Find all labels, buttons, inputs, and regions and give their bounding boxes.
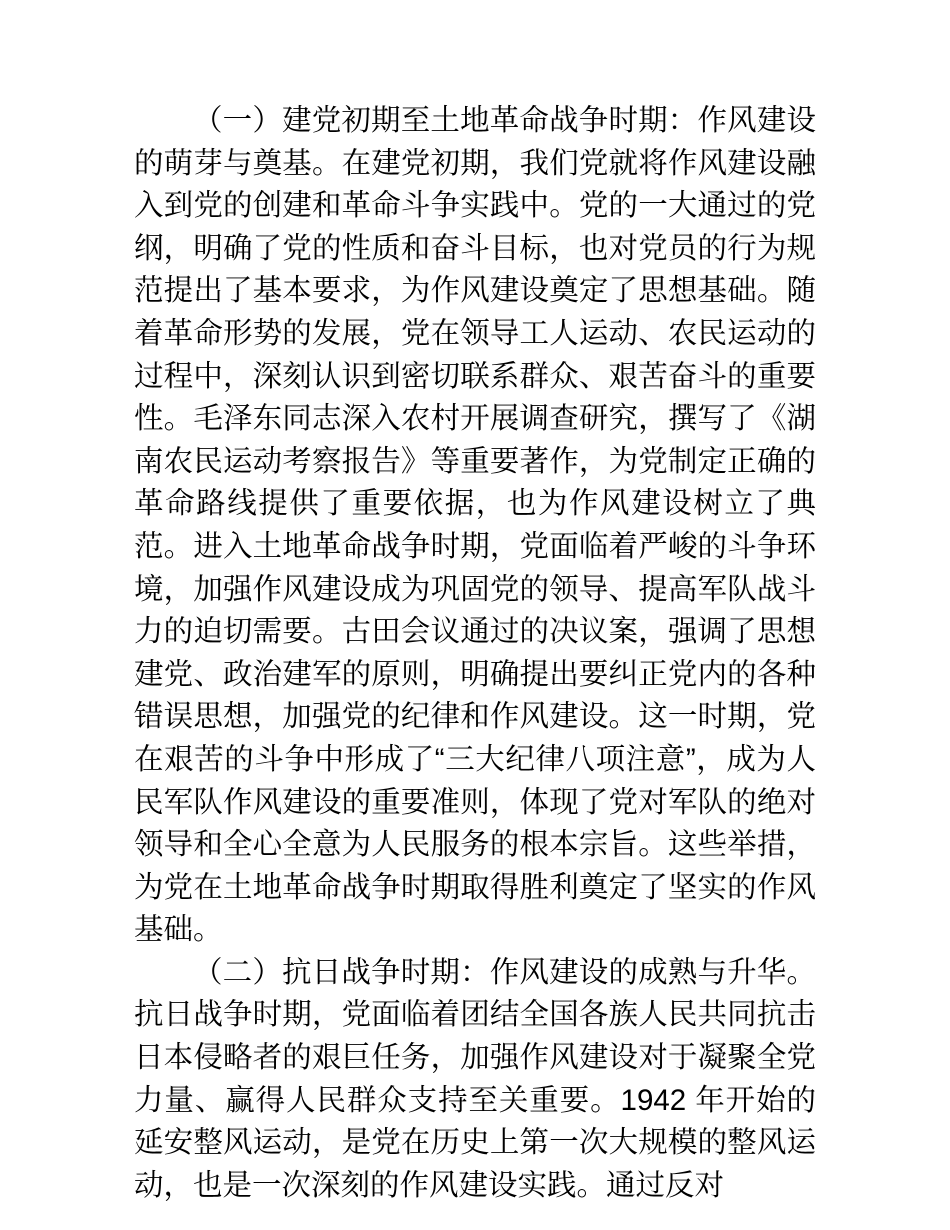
paragraph-section-two: （二）抗日战争时期：作风建设的成熟与升华。抗日战争时期，党面临着团结全国各族人民共同抗击日本侵略者的艰巨任务，加强作风建设对于凝聚全党力量、赢得人民群众支持至关重要。1942 年开始的延安整风运动，是党在历史上第一次大规模的整风运动，也是一次深刻的作风建设实践。通过反对 [134, 955, 816, 1202]
paragraph-section-one: （一）建党初期至土地革命战争时期：作风建设的萌芽与奠基。在建党初期，我们党就将作风建设融入到党的创建和革命斗争实践中。党的一大通过的党纲，明确了党的性质和奋斗目标，也对党员的行为规范提出了基本要求，为作风建设奠定了思想基础。随着革命形势的发展，党在领导工人运动、农民运动的过程中，深刻认识到密切联系群众、艰苦奋斗的重要性。毛泽东同志深入农村开展调查研究，撰写了《湖南农民运动考察报告》等重要著作，为党制定正确的革命路线提供了重要依据，也为作风建设树立了典范。进入土地革命战争时期，党面临着严峻的斗争环境，加强作风建设成为巩固党的领导、提高军队战斗力的迫切需要。古田会议通过的决议案，强调了思想建党、政治建军的原则，明确提出要纠正党内的各种错误思想，加强党的纪律和作风建设。这一时期，党在艰苦的斗争中形成了“三大纪律八项注意”，成为人民军队作风建设的重要准则，体现了党对军队的绝对领导和全心全意为人民服务的根本宗旨。这些举措，为党在土地革命战争时期取得胜利奠定了坚实的作风基础。 [134, 104, 816, 947]
document-text-body [134, 100, 816, 1207]
